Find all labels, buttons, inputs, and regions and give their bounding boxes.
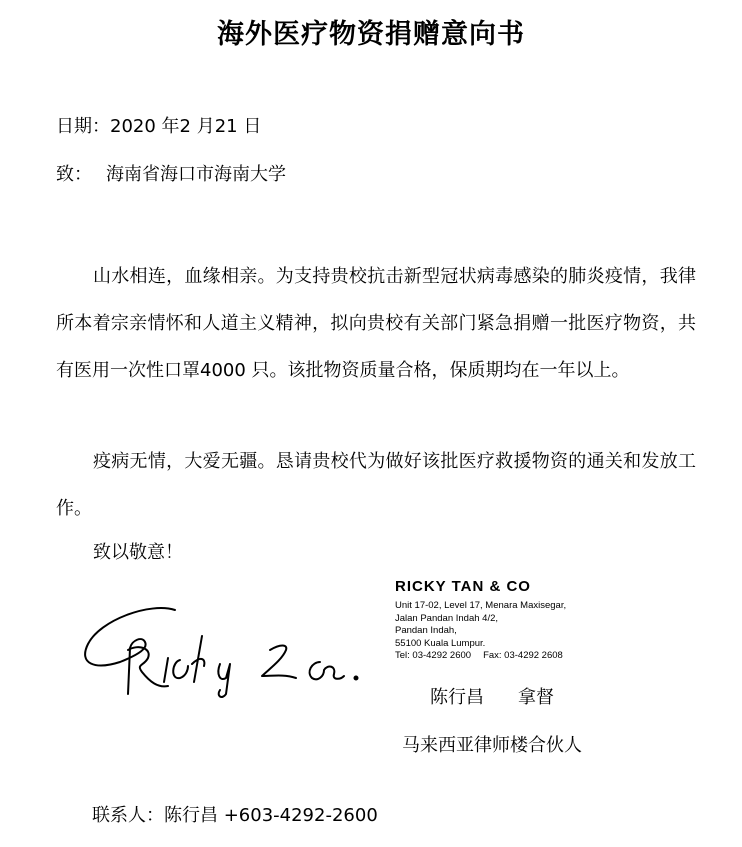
firm-address-line: 55100 Kuala Lumpur.: [395, 637, 486, 649]
firm-address-line: Pandan Indah,: [395, 625, 457, 636]
signer-name: 陈行昌: [430, 687, 484, 708]
firm-stamp: [395, 578, 575, 663]
body-paragraph-1: 山水相连，血缘相亲。为支持贵校抗击新型冠状病毒感染的肺炎疫情，我律所本着宗亲情怀和人道主义精神，拟向贵校有关部门紧急捐赠一批医疗物资，共有医用一次性口罩4000 只。该批物资质量合格，保质期均在一年以上。: [56, 266, 696, 381]
recipient-name: 海南省海口市海南大学: [106, 164, 286, 185]
closing-salutation: 致以敬意！: [93, 542, 183, 563]
signer-organization: 马来西亚律师楼合伙人: [402, 735, 582, 756]
document-date: 日期：2020 年2 月21 日: [56, 116, 262, 137]
handwritten-signature: [80, 592, 380, 702]
firm-address: [395, 600, 575, 663]
document-title: 海外医疗物资捐赠意向书: [217, 19, 525, 50]
firm-fax: Fax: 03-4292 2608: [483, 650, 563, 661]
contact-info: 联系人：陈行昌 +603-4292-2600: [92, 805, 378, 826]
recipient-label: 致：: [56, 164, 92, 185]
signer-title: 拿督: [518, 687, 554, 708]
firm-address-line: Unit 17-02, Level 17, Menara Maxisegar,: [395, 600, 567, 611]
body-paragraph-2: 疫病无情，大爱无疆。恳请贵校代为做好该批医疗救援物资的通关和发放工作。: [56, 451, 696, 519]
firm-address-line: Jalan Pandan Indah 4/2,: [395, 612, 499, 624]
firm-name: RICKY TAN & CO: [395, 578, 531, 595]
firm-tel: Tel: 03-4292 2600: [395, 650, 472, 661]
firm-phones: [395, 650, 575, 663]
